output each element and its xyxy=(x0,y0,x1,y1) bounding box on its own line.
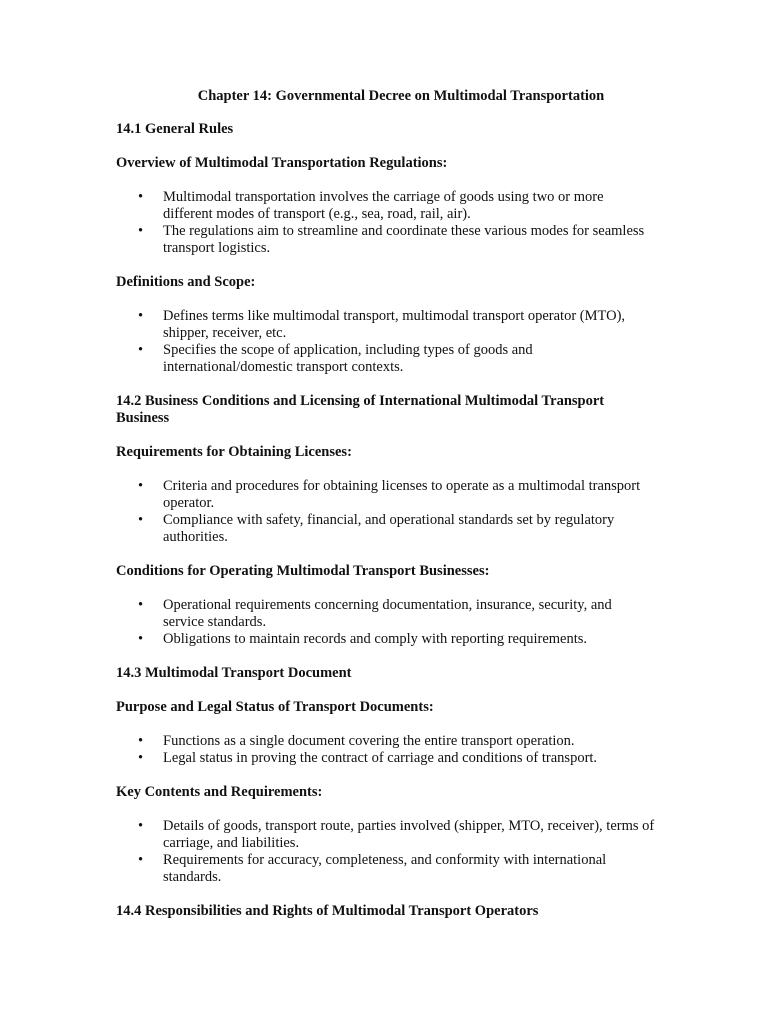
list-item-text: Operational requirements concerning documentation, insurance, security, and service standards. xyxy=(163,597,612,630)
subsection-heading: Requirements for Obtaining Licenses: xyxy=(116,444,352,460)
bullet-icon: • xyxy=(138,852,144,868)
page-title: Chapter 14: Governmental Decree on Multimodal Transportation xyxy=(197,88,605,104)
list-item xyxy=(116,750,656,767)
bullet-icon: • xyxy=(138,597,144,613)
bullet-list xyxy=(116,733,656,767)
subsection-heading: Conditions for Operating Multimodal Transport Businesses: xyxy=(116,563,490,579)
list-item xyxy=(116,478,656,512)
bullet-icon: • xyxy=(138,308,144,324)
subsection-heading: Purpose and Legal Status of Transport Documents: xyxy=(116,699,434,715)
list-item-text: Specifies the scope of application, including types of goods and international/domestic transport contexts. xyxy=(163,342,533,375)
list-item xyxy=(116,342,656,376)
section-heading: 14.3 Multimodal Transport Document xyxy=(116,665,352,681)
subsection-heading: Overview of Multimodal Transportation Regulations: xyxy=(116,155,448,171)
bullet-icon: • xyxy=(138,512,144,528)
document-page xyxy=(116,88,656,937)
bullet-icon: • xyxy=(138,818,144,834)
bullet-list xyxy=(116,597,656,648)
bullet-list xyxy=(116,818,656,886)
bullet-icon: • xyxy=(138,478,144,494)
section-heading: 14.1 General Rules xyxy=(116,121,234,137)
list-item-text: Functions as a single document covering the entire transport operation. xyxy=(163,733,575,749)
list-item-text: Multimodal transportation involves the carriage of goods using two or more different modes of transport (e.g., sea, road, rail, air). xyxy=(163,189,604,222)
list-item-text: Obligations to maintain records and comply with reporting requirements. xyxy=(163,631,588,647)
list-item xyxy=(116,223,656,257)
list-item-text: Legal status in proving the contract of carriage and conditions of transport. xyxy=(163,750,598,766)
list-item xyxy=(116,818,656,852)
bullet-list xyxy=(116,189,656,257)
list-item xyxy=(116,631,656,648)
bullet-icon: • xyxy=(138,631,144,647)
list-item xyxy=(116,512,656,546)
list-item-text: Requirements for accuracy, completeness, and conformity with international standards. xyxy=(163,852,607,885)
list-item xyxy=(116,189,656,223)
list-item xyxy=(116,308,656,342)
bullet-icon: • xyxy=(138,223,144,239)
list-item xyxy=(116,733,656,750)
list-item-text: The regulations aim to streamline and coordinate these various modes for seamless transport logistics. xyxy=(163,223,645,256)
list-item-text: Defines terms like multimodal transport, multimodal transport operator (MTO), shipper, receiver, etc. xyxy=(163,308,626,341)
list-item-text: Details of goods, transport route, parties involved (shipper, MTO, receiver), terms of carriage, and liabilities. xyxy=(163,818,655,851)
section-heading: 14.4 Responsibilities and Rights of Multimodal Transport Operators xyxy=(116,903,539,919)
bullet-icon: • xyxy=(138,733,144,749)
bullet-icon: • xyxy=(138,342,144,358)
bullet-icon: • xyxy=(138,189,144,205)
subsection-heading: Definitions and Scope: xyxy=(116,274,256,290)
list-item xyxy=(116,597,656,631)
list-item-text: Criteria and procedures for obtaining licenses to operate as a multimodal transport operator. xyxy=(163,478,641,511)
section-14-3 xyxy=(116,665,656,886)
list-item-text: Compliance with safety, financial, and operational standards set by regulatory authorities. xyxy=(163,512,615,545)
bullet-icon: • xyxy=(138,750,144,766)
bullet-list xyxy=(116,478,656,546)
subsection-heading: Key Contents and Requirements: xyxy=(116,784,323,800)
list-item xyxy=(116,852,656,886)
section-14-1 xyxy=(116,121,656,376)
section-heading: 14.2 Business Conditions and Licensing of International Multimodal Transport Business xyxy=(116,393,605,426)
bullet-list xyxy=(116,308,656,376)
section-14-2 xyxy=(116,393,656,648)
section-14-4 xyxy=(116,903,656,920)
